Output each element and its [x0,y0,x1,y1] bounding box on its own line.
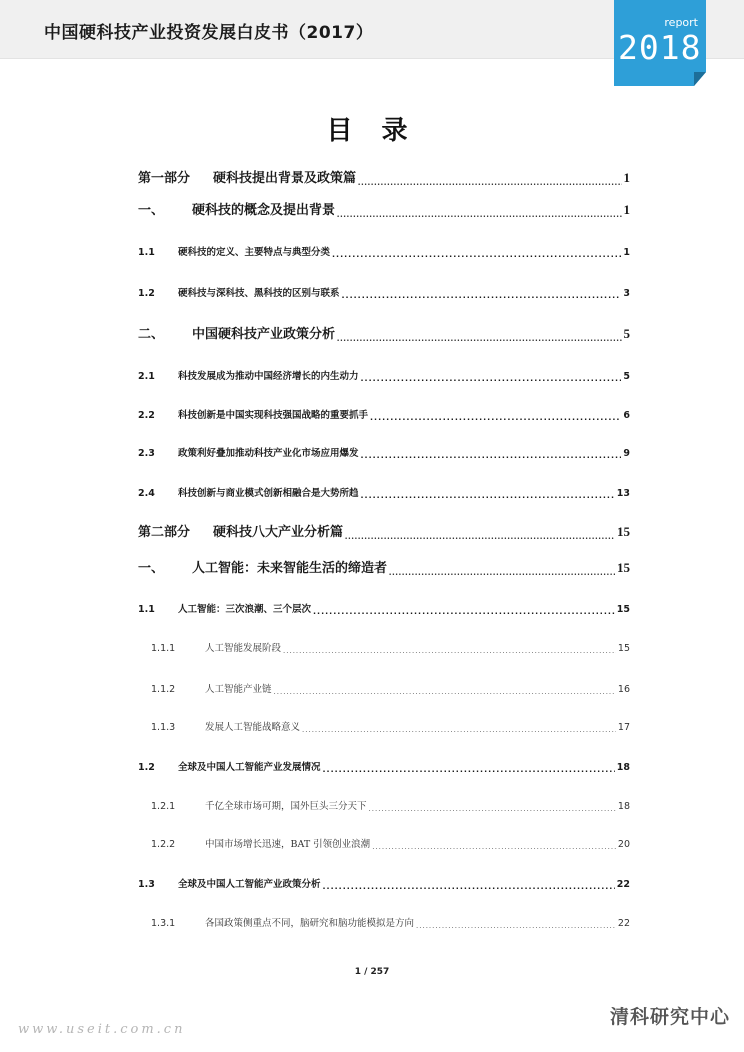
toc-entry-page: 1 [623,202,630,217]
toc-entry[interactable] [138,872,630,890]
document-title: 中国硬科技产业投资发展白皮书（2017） [44,23,374,43]
toc-entry-number: 第二部分 [138,524,191,539]
toc-entry[interactable] [138,522,630,540]
toc-entry-title: 人工智能：未来智能生活的缔造者 [192,560,388,575]
page-title: 目 录 [326,116,418,146]
toc-dot-leader [416,917,616,929]
toc-entry[interactable] [138,324,630,342]
toc-entry-page: 18 [617,801,630,812]
toc-entry[interactable] [151,794,630,812]
toc-entry-page: 5 [623,326,630,341]
toc-entry[interactable] [138,441,630,459]
toc-dot-leader [302,721,616,733]
badge-year: 2018 [618,28,702,67]
toc-entry-page: 5 [623,371,630,382]
toc-entry-title: 人工智能发展阶段 [205,643,282,654]
toc-entry-page: 15 [617,643,630,654]
toc-entry-page: 6 [623,410,630,421]
toc-entry-title: 千亿全球市场可期，国外巨头三分天下 [205,801,367,812]
toc-entry-title: 各国政策侧重点不同，脑研究和脑功能模拟是方向 [205,918,415,929]
toc-entry-page: 13 [616,488,630,499]
footer-brand-logo: 清科研究中心 [610,1006,731,1028]
toc-entry-title: 硬科技的定义、主要特点与典型分类 [178,247,331,258]
toc-entry-page: 3 [623,288,630,299]
toc-dot-leader [337,330,621,342]
toc-entry-number: 1.1 [138,604,155,615]
toc-entry-number: 一、 [138,202,165,217]
toc-entry-page: 22 [616,879,630,890]
toc-entry-title: 硬科技八大产业分析篇 [213,524,344,539]
toc-entry-title: 全球及中国人工智能产业政策分析 [178,879,321,890]
toc-entry[interactable] [138,364,630,382]
toc-entry-title: 发展人工智能战略意义 [205,722,301,733]
toc-entry-number: 第一部分 [138,170,191,185]
watermark-url: www.useit.com.cn [18,1022,186,1037]
toc-entry-title: 中国市场增长迅速，BAT 引领创业浪潮 [205,839,371,850]
toc-entry-title: 科技创新与商业模式创新相融合是大势所趋 [178,488,359,499]
toc-entry-number: 1.1.2 [151,684,176,695]
toc-entry-title: 人工智能：三次浪潮、三个层次 [178,604,312,615]
toc-entry-number: 2.4 [138,488,155,499]
toc-entry[interactable] [138,200,630,218]
toc-entry[interactable] [138,597,630,615]
toc-entry-page: 15 [616,604,630,615]
toc-dot-leader [345,528,615,540]
toc-entry-title: 硬科技与深科技、黑科技的区别与联系 [178,288,340,299]
toc-dot-leader [361,370,622,382]
toc-entry[interactable] [138,558,630,576]
toc-dot-leader [323,761,615,773]
toc-entry[interactable] [151,636,630,654]
badge-report-label: report [664,16,698,29]
toc-entry-page: 22 [617,918,630,929]
toc-entry-number: 2.2 [138,410,155,421]
toc-entry-number: 2.1 [138,371,155,382]
toc-entry-page: 1 [623,170,630,185]
toc-entry[interactable] [138,168,630,186]
toc-entry[interactable] [151,677,630,695]
toc-dot-leader [370,409,621,421]
toc-dot-leader [358,174,621,186]
toc-entry-title: 硬科技提出背景及政策篇 [213,170,357,185]
toc-dot-leader [361,487,615,499]
toc-entry-page: 20 [617,839,630,850]
toc-entry-title: 科技创新是中国实现科技强国战略的重要抓手 [178,410,369,421]
toc-entry-number: 1.1.3 [151,722,176,733]
toc-entry[interactable] [138,240,630,258]
toc-entry-number: 1.1 [138,247,155,258]
toc-entry-number: 1.2.1 [151,801,176,812]
toc-entry[interactable] [138,481,630,499]
toc-entry[interactable] [151,911,630,929]
toc-entry[interactable] [138,755,630,773]
toc-dot-leader [274,683,616,695]
report-year-badge [614,0,706,86]
toc-entry-number: 一、 [138,560,165,575]
toc-dot-leader [337,206,621,218]
toc-entry-page: 9 [623,448,630,459]
toc-entry-number: 1.1.1 [151,643,176,654]
toc-entry-page: 15 [617,524,630,539]
toc-dot-leader [372,838,616,850]
page-number: 1 / 257 [354,967,390,977]
toc-entry-number: 1.2 [138,762,155,773]
toc-dot-leader [283,642,616,654]
toc-entry-number: 1.3.1 [151,918,176,929]
toc-dot-leader [323,878,615,890]
toc-dot-leader [389,564,615,576]
toc-dot-leader [313,603,615,615]
toc-entry[interactable] [151,715,630,733]
toc-entry-title: 科技发展成为推动中国经济增长的内生动力 [178,371,359,382]
toc-entry-page: 15 [617,560,630,575]
toc-entry-title: 中国硬科技产业政策分析 [192,326,336,341]
toc-entry-page: 16 [617,684,630,695]
toc-entry[interactable] [138,403,630,421]
toc-entry-title: 政策利好叠加推动科技产业化市场应用爆发 [178,448,359,459]
toc-entry-number: 2.3 [138,448,155,459]
toc-entry-number: 1.3 [138,879,155,890]
toc-entry-page: 18 [616,762,630,773]
toc-entry[interactable] [151,832,630,850]
toc-dot-leader [342,287,622,299]
toc-entry-title: 全球及中国人工智能产业发展情况 [178,762,321,773]
toc-entry-title: 硬科技的概念及提出背景 [192,202,336,217]
toc-entry-page: 17 [617,722,630,733]
toc-entry-title: 人工智能产业链 [205,684,272,695]
toc-entry-number: 1.2 [138,288,155,299]
toc-entry-page: 1 [623,247,630,258]
toc-dot-leader [369,800,616,812]
toc-entry-number: 二、 [138,326,165,341]
toc-entry-number: 1.2.2 [151,839,176,850]
toc-dot-leader [361,447,622,459]
toc-dot-leader [332,246,621,258]
toc-entry[interactable] [138,281,630,299]
